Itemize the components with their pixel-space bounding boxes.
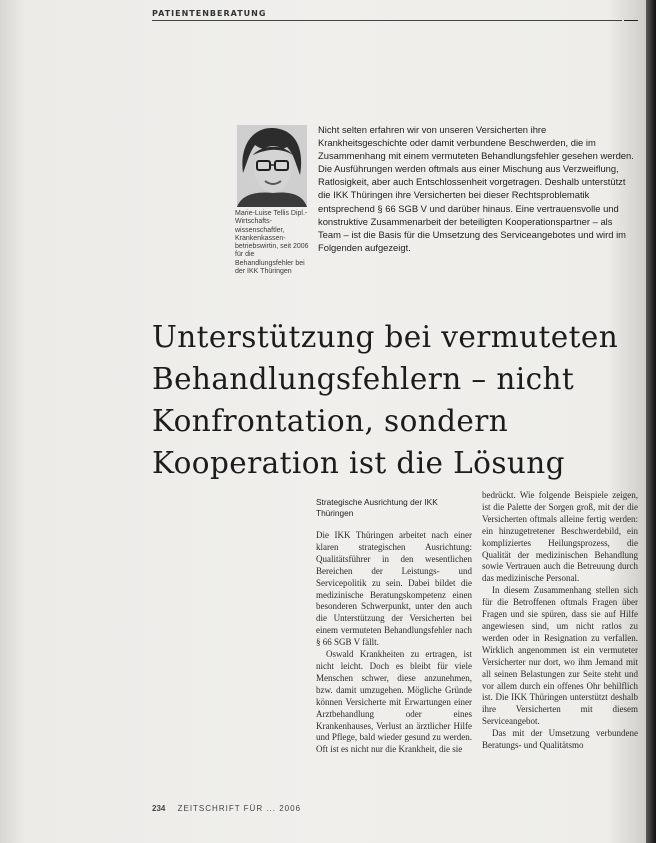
- title-line: Konfrontation, sondern: [152, 404, 509, 438]
- header-rule: [152, 20, 622, 21]
- title-line: Kooperation ist die Lösung: [152, 446, 565, 480]
- title-line: Behandlungsfehlern – nicht: [152, 362, 575, 396]
- title-line: Unterstützung bei vermuteten: [152, 320, 619, 354]
- section-label: PATIENTENBERATUNG: [152, 9, 267, 18]
- body-paragraph: Das mit der Umsetzung verbundene Beratungs- und Qualitätsmo: [482, 728, 638, 751]
- photo-caption: Marie-Luise Tellis Dipl.-Wirtschafts-wissenschaftler, Krankenkassen-betriebswirtin, seit 2006 für die Behandlungsfehler bei der IKK Thüringen: [235, 210, 309, 276]
- scan-edge-shadow: [646, 0, 656, 843]
- section-subheading: Strategische Ausrichtung der IKK Thüringen: [316, 497, 438, 518]
- body-paragraph: Die IKK Thüringen arbeitet nach einer klaren strategischen Ausrichtung: Qualitätsführer in den wesentlichen Bereichen der Leistungs- und Servicepolitik zu sein. Dabei bildet die medizinische Beratungskompetenz einen besonderen Schwerpunkt, unter den auch die Unterstützung der Versicherten bei einem vermuteten Behandlungsfehler nach § 66 SGB V fällt.: [316, 530, 472, 648]
- header-rule-end: [624, 20, 638, 21]
- author-portrait-image: [237, 125, 307, 207]
- article-column-right: [482, 490, 638, 752]
- body-paragraph: In diesem Zusammenhang stellen sich für die Betroffenen oftmals Fragen über Fragen und sie spüren, dass sie auf Hilfe angewiesen sind, um nicht ratlos zu werden oder in Resignation zu verfallen. Wirklich angenommen ist ein vermuteter Versicherter nur dort, wo ihm Jemand mit all seinen Belastungen zur Seite steht und vor allem durch ein offenes Ohr behilflich ist. Die IKK Thüringen unterstützt deshalb ihre Versicherten mit diesem Serviceangebot.: [482, 585, 638, 727]
- article-title: [152, 316, 642, 484]
- body-paragraph: bedrückt. Wie folgende Beispiele zeigen, ist die Palette der Sorgen groß, mit der die Versicherten oftmals alleine fertig werden: ein hinzugetretener Beschwerdebild, ein kompliziertes Heilungsprozess, die Qualität der medizinischen Behandlung sowie Vertrauen auch die Betreuung durch das medizinische Personal.: [482, 490, 638, 584]
- article-column-left: [316, 530, 472, 756]
- page-number: 234: [152, 804, 166, 813]
- page-footer: [152, 804, 301, 813]
- intro-paragraph: Nicht selten erfahren wir von unseren Versicherten ihre Krankheitsgeschichte oder damit verbundene Beschwerden, die im Zusammenhang mit einem vermuteten Behandlungsfehler gesehen werden. Die Ausführungen werden oftmals aus einer Mischung aus Verzweiflung, Ratlosigkeit, aber auch Entschlossenheit vorgetragen. Deshalb unterstützt die IKK Thüringen ihre Versicherten bei dieser Rechtsproblematik entsprechend § 66 SGB V und darüber hinaus. Eine vertrauensvolle und konstruktive Zusammenarbeit der beteiligten Kooperationspartner – als Team – ist die Basis für die Umsetzung des Serviceangebotes und wird im Folgenden aufgezeigt.: [318, 124, 634, 253]
- author-photo: [237, 125, 307, 207]
- body-paragraph: Oswald Krankheiten zu ertragen, ist nicht leicht. Doch es bleibt für viele Menschen schwer, diese anzunehmen, bzw. damit umzugehen. Mögliche Gründe können Versicherte mit Erwartungen einer Arztbehandlung oder eines Krankenhauses, Verlust an ärztlicher Hilfe und Pflege, bald wieder gesund zu werden. Oft ist es nicht nur die Krankheit, die sie: [316, 649, 472, 755]
- journal-name: ZEITSCHRIFT FÜR ... 2006: [177, 804, 302, 813]
